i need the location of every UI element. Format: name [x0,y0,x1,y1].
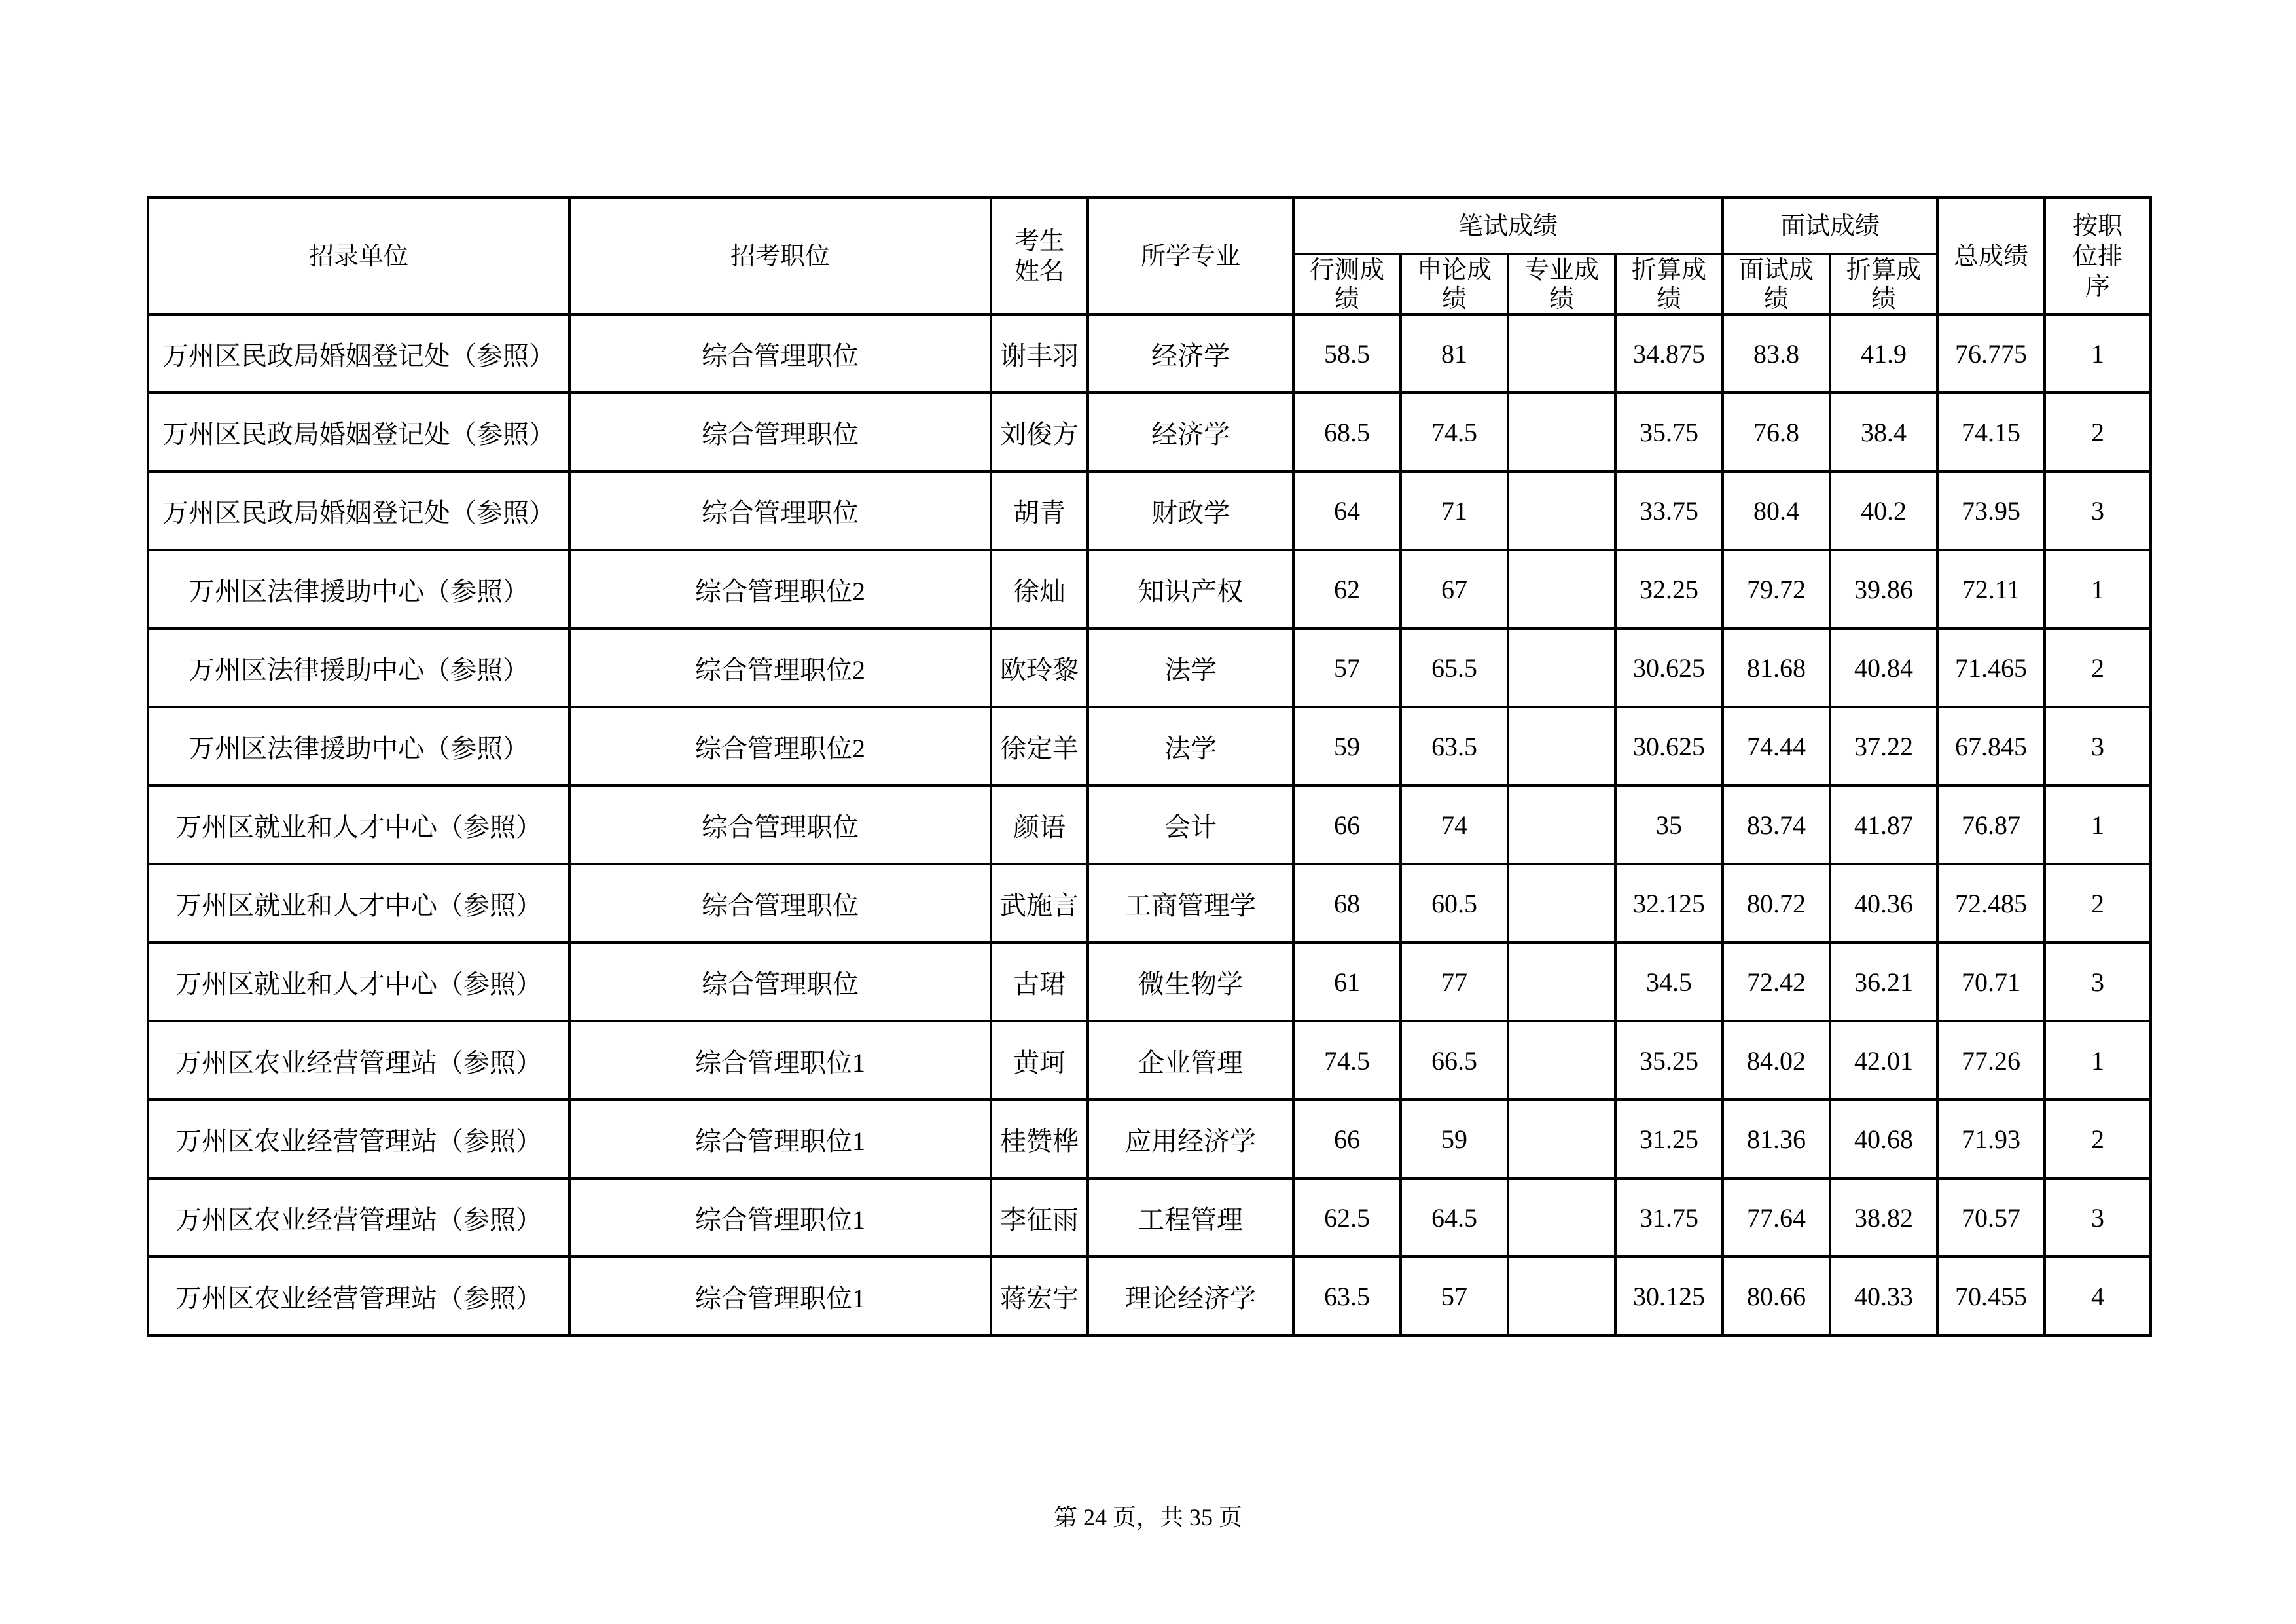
cell-unit: 万州区法律援助中心（参照） [148,707,569,785]
cell-position: 综合管理职位 [569,314,991,393]
cell-interview-converted: 38.4 [1830,393,1937,471]
cell-interview-converted: 40.33 [1830,1257,1937,1335]
cell-rank: 3 [2045,943,2151,1021]
cell-major: 法学 [1088,628,1293,707]
cell-interview-score: 81.36 [1723,1100,1830,1178]
cell-position: 综合管理职位1 [569,1178,991,1257]
cell-written-converted: 34.5 [1615,943,1723,1021]
cell-zhuanye [1508,1178,1615,1257]
cell-interview-converted: 42.01 [1830,1021,1937,1100]
cell-interview-score: 80.4 [1723,471,1830,550]
table-row [148,1178,2151,1257]
cell-total: 70.71 [1937,943,2045,1021]
cell-unit: 万州区法律援助中心（参照） [148,550,569,628]
table-row [148,1257,2151,1335]
table-row [148,628,2151,707]
cell-zhuanye [1508,785,1615,864]
cell-xingce: 64 [1293,471,1401,550]
cell-shenlun: 63.5 [1401,707,1508,785]
cell-xingce: 63.5 [1293,1257,1401,1335]
cell-shenlun: 64.5 [1401,1178,1508,1257]
cell-major: 应用经济学 [1088,1100,1293,1178]
cell-name: 古珺 [991,943,1088,1021]
cell-written-converted: 34.875 [1615,314,1723,393]
page-footer: 第 24 页，共 35 页 [1053,1504,1242,1530]
cell-total: 67.845 [1937,707,2045,785]
cell-interview-score: 76.8 [1723,393,1830,471]
cell-interview-converted: 38.82 [1830,1178,1937,1257]
cell-zhuanye [1508,943,1615,1021]
cell-major: 工商管理学 [1088,864,1293,943]
cell-unit: 万州区就业和人才中心（参照） [148,943,569,1021]
cell-major: 工程管理 [1088,1178,1293,1257]
cell-rank: 1 [2045,785,2151,864]
header-rank: 按职位排序 [2045,198,2151,314]
cell-position: 综合管理职位 [569,864,991,943]
header-total: 总成绩 [1937,198,2045,314]
cell-written-converted: 35.25 [1615,1021,1723,1100]
cell-unit: 万州区民政局婚姻登记处（参照） [148,471,569,550]
cell-written-converted: 30.625 [1615,628,1723,707]
cell-unit: 万州区农业经营管理站（参照） [148,1021,569,1100]
cell-shenlun: 59 [1401,1100,1508,1178]
cell-total: 73.95 [1937,471,2045,550]
cell-zhuanye [1508,1257,1615,1335]
cell-zhuanye [1508,393,1615,471]
cell-xingce: 62.5 [1293,1178,1401,1257]
cell-shenlun: 71 [1401,471,1508,550]
cell-written-converted: 31.25 [1615,1100,1723,1178]
table-row [148,785,2151,864]
cell-name: 谢丰羽 [991,314,1088,393]
cell-major: 法学 [1088,707,1293,785]
cell-rank: 1 [2045,314,2151,393]
cell-rank: 2 [2045,864,2151,943]
cell-shenlun: 74 [1401,785,1508,864]
cell-major: 经济学 [1088,314,1293,393]
table-row [148,550,2151,628]
cell-name: 桂赞桦 [991,1100,1088,1178]
cell-interview-score: 74.44 [1723,707,1830,785]
cell-shenlun: 81 [1401,314,1508,393]
cell-major: 经济学 [1088,393,1293,471]
cell-name: 徐定羊 [991,707,1088,785]
cell-xingce: 58.5 [1293,314,1401,393]
header-zhuanye: 专业成绩 [1508,254,1615,314]
cell-rank: 2 [2045,628,2151,707]
cell-interview-score: 81.68 [1723,628,1830,707]
cell-written-converted: 32.125 [1615,864,1723,943]
header-shenlun: 申论成绩 [1401,254,1508,314]
cell-total: 71.465 [1937,628,2045,707]
cell-major: 财政学 [1088,471,1293,550]
cell-major: 会计 [1088,785,1293,864]
cell-unit: 万州区就业和人才中心（参照） [148,785,569,864]
cell-rank: 4 [2045,1257,2151,1335]
cell-unit: 万州区民政局婚姻登记处（参照） [148,393,569,471]
cell-total: 76.775 [1937,314,2045,393]
cell-zhuanye [1508,1021,1615,1100]
cell-major: 微生物学 [1088,943,1293,1021]
cell-shenlun: 67 [1401,550,1508,628]
cell-interview-score: 77.64 [1723,1178,1830,1257]
cell-interview-score: 79.72 [1723,550,1830,628]
cell-rank: 3 [2045,471,2151,550]
cell-interview-score: 84.02 [1723,1021,1830,1100]
cell-position: 综合管理职位1 [569,1257,991,1335]
cell-xingce: 66 [1293,1100,1401,1178]
cell-shenlun: 66.5 [1401,1021,1508,1100]
cell-xingce: 68.5 [1293,393,1401,471]
cell-name: 胡青 [991,471,1088,550]
cell-written-converted: 31.75 [1615,1178,1723,1257]
cell-shenlun: 57 [1401,1257,1508,1335]
cell-zhuanye [1508,707,1615,785]
cell-position: 综合管理职位2 [569,707,991,785]
cell-shenlun: 60.5 [1401,864,1508,943]
cell-written-converted: 35 [1615,785,1723,864]
cell-name: 黄珂 [991,1021,1088,1100]
cell-position: 综合管理职位 [569,785,991,864]
table-row [148,1021,2151,1100]
cell-name: 徐灿 [991,550,1088,628]
cell-xingce: 68 [1293,864,1401,943]
cell-interview-converted: 41.9 [1830,314,1937,393]
cell-rank: 1 [2045,1021,2151,1100]
cell-shenlun: 65.5 [1401,628,1508,707]
cell-position: 综合管理职位 [569,943,991,1021]
cell-name: 欧玲黎 [991,628,1088,707]
header-xingce: 行测成绩 [1293,254,1401,314]
cell-unit: 万州区农业经营管理站（参照） [148,1178,569,1257]
cell-zhuanye [1508,864,1615,943]
cell-name: 颜语 [991,785,1088,864]
cell-total: 76.87 [1937,785,2045,864]
cell-zhuanye [1508,1100,1615,1178]
table-row [148,1100,2151,1178]
table-row [148,393,2151,471]
cell-total: 71.93 [1937,1100,2045,1178]
table-row [148,314,2151,393]
cell-total: 77.26 [1937,1021,2045,1100]
cell-interview-score: 80.66 [1723,1257,1830,1335]
score-table-body [148,314,2151,1335]
cell-interview-converted: 37.22 [1830,707,1937,785]
header-interview-score: 面试成绩 [1723,254,1830,314]
cell-interview-score: 83.8 [1723,314,1830,393]
cell-rank: 2 [2045,393,2151,471]
table-row [148,943,2151,1021]
header-row-1 [148,198,2151,254]
cell-interview-converted: 40.84 [1830,628,1937,707]
cell-position: 综合管理职位2 [569,550,991,628]
cell-name: 刘俊方 [991,393,1088,471]
cell-xingce: 62 [1293,550,1401,628]
cell-shenlun: 74.5 [1401,393,1508,471]
header-position: 招考职位 [569,198,991,314]
cell-total: 74.15 [1937,393,2045,471]
header-name: 考生姓名 [991,198,1088,314]
cell-rank: 3 [2045,1178,2151,1257]
cell-interview-converted: 36.21 [1830,943,1937,1021]
cell-position: 综合管理职位 [569,393,991,471]
cell-total: 70.455 [1937,1257,2045,1335]
cell-xingce: 74.5 [1293,1021,1401,1100]
cell-xingce: 59 [1293,707,1401,785]
cell-xingce: 57 [1293,628,1401,707]
cell-total: 72.11 [1937,550,2045,628]
cell-zhuanye [1508,471,1615,550]
cell-position: 综合管理职位1 [569,1100,991,1178]
cell-rank: 3 [2045,707,2151,785]
header-written-converted: 折算成绩 [1615,254,1723,314]
cell-zhuanye [1508,550,1615,628]
cell-interview-score: 72.42 [1723,943,1830,1021]
cell-unit: 万州区民政局婚姻登记处（参照） [148,314,569,393]
cell-major: 知识产权 [1088,550,1293,628]
cell-interview-score: 80.72 [1723,864,1830,943]
cell-unit: 万州区农业经营管理站（参照） [148,1100,569,1178]
cell-position: 综合管理职位 [569,471,991,550]
cell-interview-score: 83.74 [1723,785,1830,864]
cell-written-converted: 30.625 [1615,707,1723,785]
cell-written-converted: 33.75 [1615,471,1723,550]
cell-major: 理论经济学 [1088,1257,1293,1335]
cell-interview-converted: 41.87 [1830,785,1937,864]
cell-major: 企业管理 [1088,1021,1293,1100]
header-written: 笔试成绩 [1293,198,1723,254]
cell-position: 综合管理职位2 [569,628,991,707]
cell-interview-converted: 40.68 [1830,1100,1937,1178]
cell-name: 蒋宏宇 [991,1257,1088,1335]
cell-written-converted: 30.125 [1615,1257,1723,1335]
cell-unit: 万州区就业和人才中心（参照） [148,864,569,943]
cell-name: 李征雨 [991,1178,1088,1257]
cell-total: 72.485 [1937,864,2045,943]
cell-unit: 万州区农业经营管理站（参照） [148,1257,569,1335]
table-row [148,707,2151,785]
cell-xingce: 61 [1293,943,1401,1021]
table-row [148,471,2151,550]
cell-unit: 万州区法律援助中心（参照） [148,628,569,707]
header-interview: 面试成绩 [1723,198,1937,254]
cell-zhuanye [1508,628,1615,707]
cell-total: 70.57 [1937,1178,2045,1257]
cell-shenlun: 77 [1401,943,1508,1021]
cell-written-converted: 32.25 [1615,550,1723,628]
cell-zhuanye [1508,314,1615,393]
cell-written-converted: 35.75 [1615,393,1723,471]
header-major: 所学专业 [1088,198,1293,314]
cell-position: 综合管理职位1 [569,1021,991,1100]
cell-name: 武施言 [991,864,1088,943]
header-unit: 招录单位 [148,198,569,314]
cell-xingce: 66 [1293,785,1401,864]
cell-interview-converted: 40.36 [1830,864,1937,943]
table-row [148,864,2151,943]
cell-interview-converted: 40.2 [1830,471,1937,550]
score-table [147,196,2152,1337]
header-interview-converted: 折算成绩 [1830,254,1937,314]
cell-rank: 2 [2045,1100,2151,1178]
cell-rank: 1 [2045,550,2151,628]
cell-interview-converted: 39.86 [1830,550,1937,628]
